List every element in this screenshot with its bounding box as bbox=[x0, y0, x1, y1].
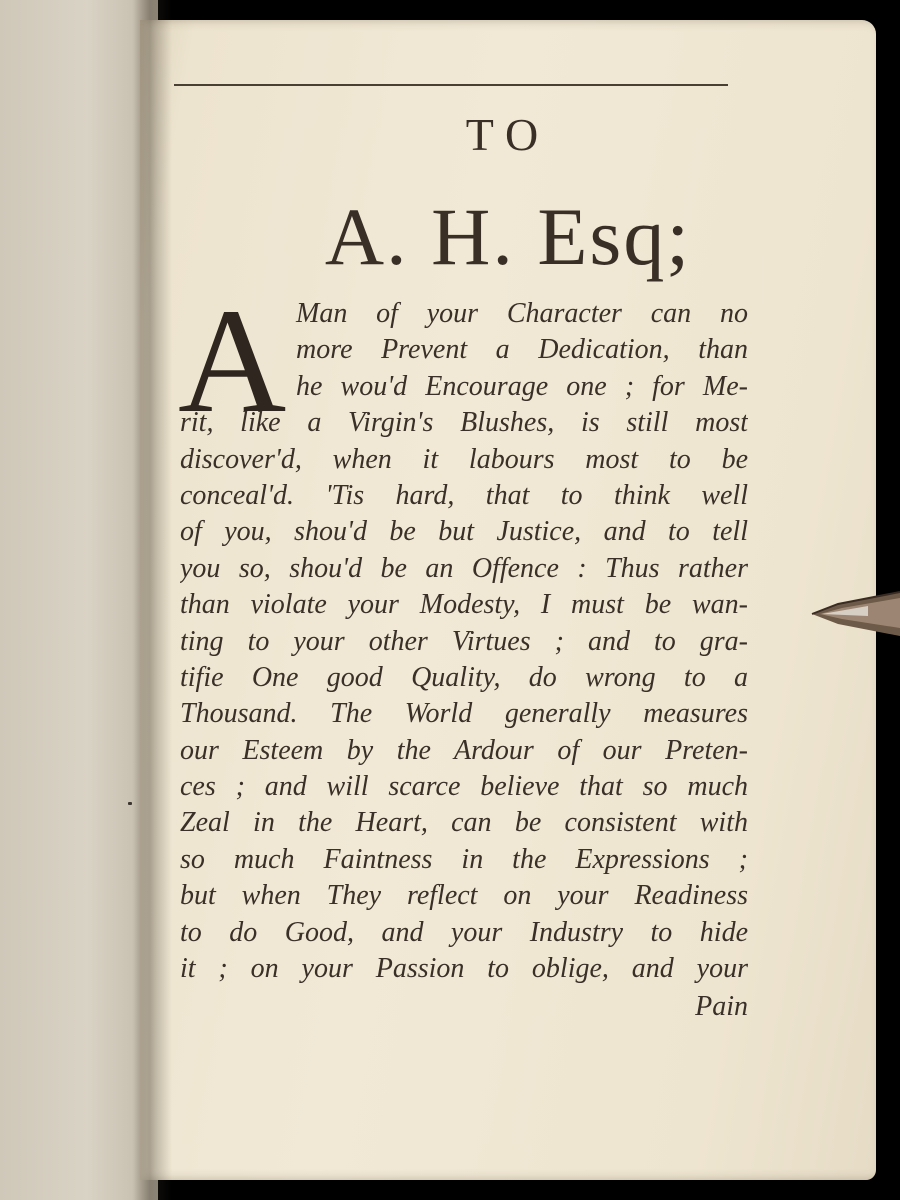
text-line: he wou'd Encourage one ; for Me- bbox=[296, 370, 748, 402]
text-line: Thousand. The World generally measures bbox=[180, 698, 748, 730]
text-line: conceal'd. 'Tis hard, that to think well bbox=[180, 479, 748, 511]
text-line: Man of your Character can no bbox=[296, 298, 748, 329]
drop-cap: A bbox=[178, 278, 287, 444]
text-line: discover'd, when it labours most to be bbox=[180, 443, 748, 475]
dedication-to: TO bbox=[465, 109, 551, 160]
text-line: to do Good, and your Industry to hide bbox=[180, 916, 748, 948]
text-line: rit, like a Virgin's Blushes, is still most bbox=[180, 407, 748, 439]
text-line: than violate your Modesty, I must be wan- bbox=[180, 589, 748, 621]
text-line: our Esteem by the Ardour of our Preten- bbox=[180, 734, 748, 766]
text-line: so much Faintness in the Expressions ; bbox=[180, 843, 748, 875]
dedication-body bbox=[180, 296, 748, 1026]
text-line: you so, shou'd be an Offence : Thus rather bbox=[180, 552, 748, 584]
dedication-addressee: A. H. Esq; bbox=[324, 191, 692, 282]
metal-pointer-icon bbox=[808, 590, 900, 638]
header-rule bbox=[174, 84, 728, 86]
book-gutter-shadow bbox=[132, 0, 172, 1200]
text-line: but when They reflect on your Readiness bbox=[180, 880, 748, 912]
text-line: tifie One good Quality, do wrong to a bbox=[180, 661, 748, 693]
text-line: it ; on your Passion to oblige, and your bbox=[180, 953, 748, 985]
text-line: Zeal in the Heart, can be consistent with bbox=[180, 807, 748, 839]
text-line: ting to your other Virtues ; and to gra- bbox=[180, 625, 748, 657]
text-line: of you, shou'd be but Justice, and to tell bbox=[180, 516, 748, 548]
text-line: more Prevent a Dedication, than bbox=[296, 334, 748, 366]
catchword: Pain bbox=[695, 991, 748, 1023]
text-line: ces ; and will scarce believe that so much bbox=[180, 771, 748, 803]
